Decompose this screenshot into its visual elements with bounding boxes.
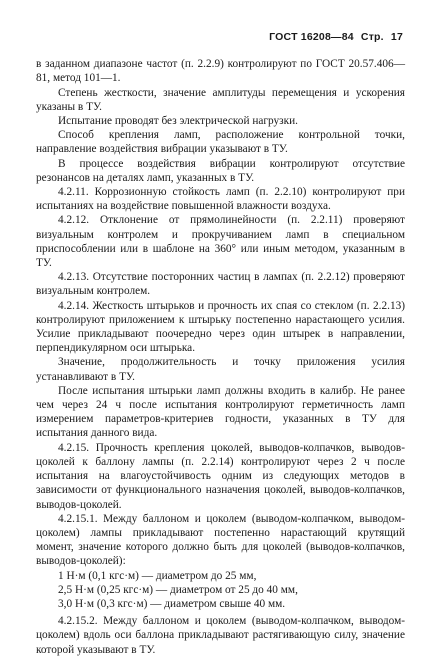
standard-code: ГОСТ 16208—84 <box>269 31 354 43</box>
paragraph-5: В процессе воздействия вибрации контролируют отсутствие резонансов на деталях ламп, указанных в ТУ. <box>36 157 405 184</box>
page-header <box>36 30 403 44</box>
clause-4-2-15-2: 4.2.15.2. Между баллоном и цоколем (выводом-колпачком, выводом-цоколем) вдоль оси баллона прикладывают растягивающую силу, значение которой указывают в ТУ. <box>36 615 405 656</box>
clause-4-2-14: 4.2.14. Жесткость штырьков и прочность их спая со стеклом (п. 2.2.13) контролируют приложением к штырьку постепенно нарастающего усилия. Усилие прикладывают поочередно через один штырек в направлении, перпендикулярном оси штырька. <box>36 299 405 355</box>
paragraph-after-test: После испытания штырьки ламп должны входить в калибр. Не ранее чем через 24 ч после испытания контролируют герметичность ламп измерением параметров-критериев годности, указанных в ТУ для испытания данного вида. <box>36 384 405 440</box>
clause-4-2-11: 4.2.11. Коррозионную стойкость ламп (п. 2.2.10) контролируют при испытаниях на воздействие повышенной влажности воздуха. <box>36 186 405 213</box>
paragraph-1: в заданном диапазоне частот (п. 2.2.9) контролируют по ГОСТ 20.57.406—81, метод 101—1. <box>36 58 405 85</box>
paragraph-value: Значение, продолжительность и точку приложения усилия устанавливают в ТУ. <box>36 356 405 383</box>
page-number: 17 <box>390 31 403 43</box>
clause-4-2-13: 4.2.13. Отсутствие посторонних частиц в лампах (п. 2.2.12) проверяют визуальным контролем. <box>36 271 405 298</box>
clause-4-2-12: 4.2.12. Отклонение от прямолинейности (п. 2.2.11) проверяют визуальным контролем и прокручиванием ламп в специальном приспособлении или в шаблоне на 360° или иным методом, указанным в ТУ. <box>36 214 405 270</box>
torque-item: 1 Н·м (0,1 кгс·м) — диаметром до 25 мм, <box>58 569 257 582</box>
page-label: Стр. <box>360 31 384 43</box>
torque-list <box>36 569 405 612</box>
paragraph-4: Способ крепления ламп, расположение контрольной точки, направление воздействия вибрации указывают в ТУ. <box>36 129 405 156</box>
clause-4-2-15-1: 4.2.15.1. Между баллоном и цоколем (выводом-колпачком, выводом-цоколем) лампы прикладывают постепенно нарастающий крутящий момент, значение которого должно быть для цоколей (выводов-колпачков, выводов-цоколей): <box>36 512 405 568</box>
torque-item: 3,0 Н·м (0,3 кгс·м) — диаметром свыше 40 мм. <box>58 597 286 610</box>
clause-4-2-15: 4.2.15. Прочность крепления цоколей, выводов-колпачков, выводов-цоколей к баллону лампы (п. 2.2.14) контролируют через 2 ч после испытания на влагоустойчивость одним из следующих методов в зависимости от функционального назначения цоколей, выводов-колпачков, выводов-цоколей. <box>36 441 405 511</box>
paragraph-3: Испытание проводят без электрической нагрузки. <box>58 115 298 128</box>
paragraph-2: Степень жесткости, значение амплитуды перемещения и ускорения указаны в ТУ. <box>36 86 405 113</box>
torque-item: 2,5 Н·м (0,25 кгс·м) — диаметром от 25 до 40 мм, <box>58 583 298 596</box>
